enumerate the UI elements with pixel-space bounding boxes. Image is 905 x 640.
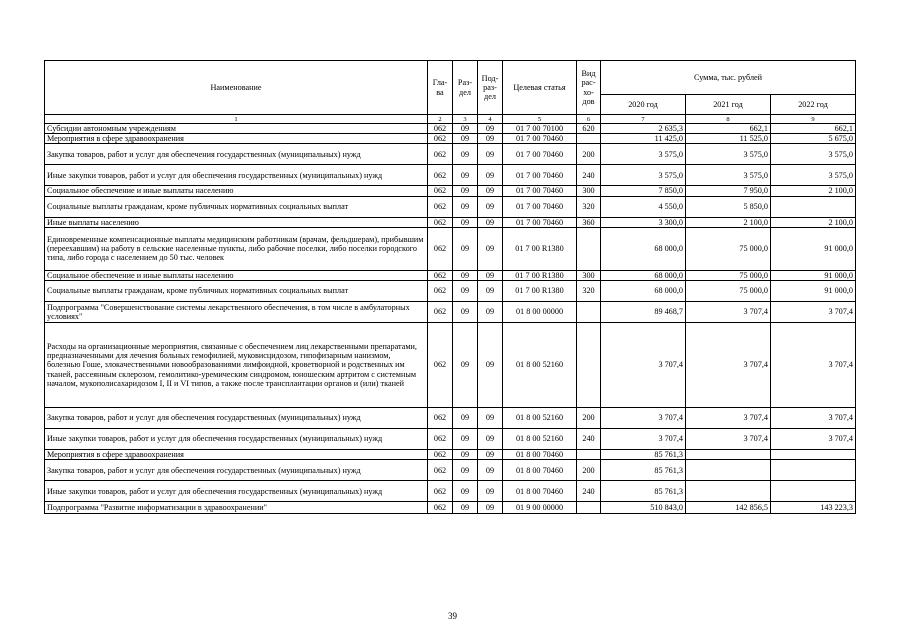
cell-y2020: 3 575,0	[601, 165, 686, 186]
cell-y2022: 3 707,4	[771, 408, 856, 429]
column-number: 6	[577, 115, 601, 124]
cell-vr: 200	[577, 408, 601, 429]
cell-vr: 200	[577, 460, 601, 481]
cell-y2022: 3 707,4	[771, 323, 856, 408]
cell-podrazdel: 09	[478, 429, 503, 450]
header-year-2022: 2022 год	[771, 95, 856, 115]
cell-y2021: 3 575,0	[686, 165, 771, 186]
cell-y2022: 662,1	[771, 124, 856, 134]
cell-y2020: 4 550,0	[601, 196, 686, 217]
cell-name: Социальные выплаты гражданам, кроме публичных нормативных социальных выплат	[45, 196, 428, 217]
cell-glava: 062	[428, 227, 453, 270]
cell-name: Иные закупки товаров, работ и услуг для обеспечения государственных (муниципальных) нужд	[45, 429, 428, 450]
cell-y2021: 7 950,0	[686, 186, 771, 196]
cell-razdel: 09	[453, 144, 478, 165]
cell-razdel: 09	[453, 124, 478, 134]
header-year-2020: 2020 год	[601, 95, 686, 115]
cell-glava: 062	[428, 144, 453, 165]
cell-podrazdel: 09	[478, 460, 503, 481]
cell-razdel: 09	[453, 450, 478, 460]
column-number: 5	[503, 115, 577, 124]
cell-glava: 062	[428, 281, 453, 302]
cell-cs: 01 7 00 70460	[503, 144, 577, 165]
cell-cs: 01 7 00 70460	[503, 217, 577, 227]
cell-podrazdel: 09	[478, 217, 503, 227]
cell-y2022: 91 000,0	[771, 281, 856, 302]
cell-y2022	[771, 481, 856, 502]
cell-y2020: 68 000,0	[601, 281, 686, 302]
table-row	[45, 227, 856, 270]
cell-vr: 300	[577, 270, 601, 280]
cell-y2022: 91 000,0	[771, 270, 856, 280]
cell-cs: 01 8 00 52160	[503, 408, 577, 429]
header-target-article: Целевая статья	[503, 61, 577, 115]
cell-y2021: 3 707,4	[686, 429, 771, 450]
cell-name: Субсидии автономным учреждениям	[45, 124, 428, 134]
cell-y2021: 75 000,0	[686, 227, 771, 270]
cell-y2020: 3 300,0	[601, 217, 686, 227]
column-number: 7	[601, 115, 686, 124]
cell-cs: 01 7 00 70460	[503, 165, 577, 186]
cell-y2022: 3 575,0	[771, 165, 856, 186]
column-number: 1	[45, 115, 428, 124]
cell-cs: 01 8 00 52160	[503, 429, 577, 450]
cell-podrazdel: 09	[478, 408, 503, 429]
cell-y2021: 75 000,0	[686, 270, 771, 280]
cell-vr: 200	[577, 144, 601, 165]
cell-podrazdel: 09	[478, 124, 503, 134]
cell-name: Подпрограмма "Совершенствование системы лекарственного обеспечения, в том числе в амбулаторных условиях"	[45, 302, 428, 323]
cell-y2021: 3 575,0	[686, 144, 771, 165]
cell-name: Социальное обеспечение и иные выплаты населению	[45, 186, 428, 196]
header-razdel: Раз-дел	[453, 61, 478, 115]
table-row	[45, 481, 856, 502]
cell-razdel: 09	[453, 196, 478, 217]
cell-cs: 01 8 00 00000	[503, 302, 577, 323]
cell-vr: 240	[577, 165, 601, 186]
cell-cs: 01 8 00 70460	[503, 450, 577, 460]
column-number: 9	[771, 115, 856, 124]
cell-vr: 360	[577, 217, 601, 227]
cell-razdel: 09	[453, 408, 478, 429]
cell-y2021: 5 850,0	[686, 196, 771, 217]
cell-glava: 062	[428, 502, 453, 514]
cell-vr	[577, 502, 601, 514]
cell-glava: 062	[428, 450, 453, 460]
table-row	[45, 186, 856, 196]
table-row	[45, 408, 856, 429]
cell-vr	[577, 227, 601, 270]
cell-y2021: 142 856,5	[686, 502, 771, 514]
header-year-2021: 2021 год	[686, 95, 771, 115]
cell-glava: 062	[428, 124, 453, 134]
table-row	[45, 281, 856, 302]
cell-y2022: 3 707,4	[771, 429, 856, 450]
table-row	[45, 450, 856, 460]
cell-name: Подпрограмма "Развитие информатизации в здравоохранении"	[45, 502, 428, 514]
cell-podrazdel: 09	[478, 450, 503, 460]
table-row	[45, 460, 856, 481]
cell-name: Социальное обеспечение и иные выплаты населению	[45, 270, 428, 280]
cell-y2021: 662,1	[686, 124, 771, 134]
cell-y2021	[686, 460, 771, 481]
column-numbers-row	[45, 115, 856, 124]
table-row	[45, 302, 856, 323]
table-row	[45, 124, 856, 134]
cell-podrazdel: 09	[478, 270, 503, 280]
cell-glava: 062	[428, 323, 453, 408]
cell-y2022: 2 100,0	[771, 186, 856, 196]
cell-y2021: 3 707,4	[686, 302, 771, 323]
cell-y2021: 75 000,0	[686, 281, 771, 302]
cell-glava: 062	[428, 217, 453, 227]
cell-glava: 062	[428, 429, 453, 450]
column-number: 3	[453, 115, 478, 124]
cell-vr: 320	[577, 196, 601, 217]
cell-y2020: 85 761,3	[601, 460, 686, 481]
cell-cs: 01 8 00 52160	[503, 323, 577, 408]
cell-podrazdel: 09	[478, 481, 503, 502]
cell-razdel: 09	[453, 134, 478, 144]
cell-y2020: 11 425,0	[601, 134, 686, 144]
cell-name: Расходы на организационные мероприятия, связанные с обеспечением лиц лекарственными препаратами, предназначенными для лечения больных гемофилией, муковисцидозом, гипофизарным нанизмом, болезнью Гоше, злокачественными новообразованиями лимфоидной, кроветворной и родственных им тканей, рассеянным склерозом, гемолитико-уремическим синдромом, юношеским артритом с системным началом, мукополисахаридозом I, II и VI типов, а также после трансплантации органов и (или) тканей	[45, 323, 428, 408]
cell-glava: 062	[428, 196, 453, 217]
table-row	[45, 323, 856, 408]
cell-glava: 062	[428, 134, 453, 144]
cell-podrazdel: 09	[478, 144, 503, 165]
cell-y2022: 143 223,3	[771, 502, 856, 514]
cell-y2020: 3 707,4	[601, 323, 686, 408]
cell-podrazdel: 09	[478, 227, 503, 270]
cell-podrazdel: 09	[478, 502, 503, 514]
table-row	[45, 502, 856, 514]
cell-y2020: 510 843,0	[601, 502, 686, 514]
cell-vr: 240	[577, 429, 601, 450]
cell-cs: 01 7 00 R1380	[503, 227, 577, 270]
cell-glava: 062	[428, 270, 453, 280]
cell-razdel: 09	[453, 270, 478, 280]
cell-cs: 01 8 00 70460	[503, 460, 577, 481]
table-row	[45, 196, 856, 217]
cell-y2020: 89 468,7	[601, 302, 686, 323]
cell-razdel: 09	[453, 186, 478, 196]
cell-y2020: 68 000,0	[601, 270, 686, 280]
cell-podrazdel: 09	[478, 323, 503, 408]
cell-y2020: 3 575,0	[601, 144, 686, 165]
cell-vr	[577, 450, 601, 460]
cell-y2021	[686, 481, 771, 502]
cell-vr: 620	[577, 124, 601, 134]
cell-podrazdel: 09	[478, 134, 503, 144]
cell-name: Закупка товаров, работ и услуг для обеспечения государственных (муниципальных) нужд	[45, 408, 428, 429]
cell-y2020: 68 000,0	[601, 227, 686, 270]
cell-y2020: 85 761,3	[601, 481, 686, 502]
cell-name: Социальные выплаты гражданам, кроме публичных нормативных социальных выплат	[45, 281, 428, 302]
cell-name: Закупка товаров, работ и услуг для обеспечения государственных (муниципальных) нужд	[45, 460, 428, 481]
header-name: Наименование	[45, 61, 428, 115]
budget-table	[44, 60, 856, 514]
cell-name: Закупка товаров, работ и услуг для обеспечения государственных (муниципальных) нужд	[45, 144, 428, 165]
cell-razdel: 09	[453, 429, 478, 450]
cell-name: Иные закупки товаров, работ и услуг для обеспечения государственных (муниципальных) нужд	[45, 165, 428, 186]
cell-y2021: 3 707,4	[686, 323, 771, 408]
cell-razdel: 09	[453, 481, 478, 502]
cell-glava: 062	[428, 481, 453, 502]
page-number: 39	[448, 611, 457, 621]
cell-name: Мероприятия в сфере здравоохранения	[45, 134, 428, 144]
cell-glava: 062	[428, 186, 453, 196]
cell-cs: 01 8 00 70460	[503, 481, 577, 502]
cell-y2022: 2 100,0	[771, 217, 856, 227]
cell-y2021: 2 100,0	[686, 217, 771, 227]
cell-glava: 062	[428, 460, 453, 481]
cell-razdel: 09	[453, 502, 478, 514]
cell-vr: 320	[577, 281, 601, 302]
cell-razdel: 09	[453, 302, 478, 323]
cell-vr: 240	[577, 481, 601, 502]
cell-podrazdel: 09	[478, 196, 503, 217]
table-row	[45, 429, 856, 450]
cell-podrazdel: 09	[478, 165, 503, 186]
cell-y2020: 3 707,4	[601, 408, 686, 429]
cell-razdel: 09	[453, 227, 478, 270]
cell-podrazdel: 09	[478, 281, 503, 302]
cell-y2020: 85 761,3	[601, 450, 686, 460]
column-number: 8	[686, 115, 771, 124]
column-number: 2	[428, 115, 453, 124]
cell-podrazdel: 09	[478, 186, 503, 196]
cell-razdel: 09	[453, 460, 478, 481]
cell-cs: 01 7 00 70460	[503, 134, 577, 144]
cell-name: Иные выплаты населению	[45, 217, 428, 227]
cell-y2022: 3 707,4	[771, 302, 856, 323]
table-row	[45, 165, 856, 186]
cell-y2022: 91 000,0	[771, 227, 856, 270]
table-row	[45, 134, 856, 144]
cell-cs: 01 7 00 70460	[503, 196, 577, 217]
header-sum: Сумма, тыс. рублей	[601, 61, 856, 95]
cell-y2021: 3 707,4	[686, 408, 771, 429]
cell-cs: 01 7 00 70100	[503, 124, 577, 134]
header-podrazdel: Под-раз-дел	[478, 61, 503, 115]
cell-glava: 062	[428, 302, 453, 323]
cell-y2022	[771, 450, 856, 460]
cell-cs: 01 7 00 70460	[503, 186, 577, 196]
header-glava: Гла-ва	[428, 61, 453, 115]
table-row	[45, 144, 856, 165]
column-number: 4	[478, 115, 503, 124]
cell-y2022	[771, 196, 856, 217]
cell-razdel: 09	[453, 323, 478, 408]
cell-glava: 062	[428, 165, 453, 186]
cell-y2021: 11 525,0	[686, 134, 771, 144]
cell-y2020: 2 635,3	[601, 124, 686, 134]
table-row	[45, 270, 856, 280]
cell-razdel: 09	[453, 217, 478, 227]
cell-razdel: 09	[453, 165, 478, 186]
cell-razdel: 09	[453, 281, 478, 302]
cell-cs: 01 7 00 R1380	[503, 270, 577, 280]
cell-vr	[577, 302, 601, 323]
cell-y2022: 3 575,0	[771, 144, 856, 165]
cell-name: Мероприятия в сфере здравоохранения	[45, 450, 428, 460]
cell-y2020: 7 850,0	[601, 186, 686, 196]
cell-vr	[577, 134, 601, 144]
cell-cs: 01 9 00 00000	[503, 502, 577, 514]
cell-y2022: 5 675,0	[771, 134, 856, 144]
cell-podrazdel: 09	[478, 302, 503, 323]
cell-vr: 300	[577, 186, 601, 196]
table-row	[45, 217, 856, 227]
cell-y2020: 3 707,4	[601, 429, 686, 450]
header-expense-type: Вид рас-хо-дов	[577, 61, 601, 115]
cell-y2021	[686, 450, 771, 460]
cell-name: Единовременные компенсационные выплаты медицинским работникам (врачам, фельдшерам), прибывшим (переехавшим) на работу в сельские населенные пункты, либо рабочие поселки, либо поселки городского типа, либо города с населением до 50 тыс. человек	[45, 227, 428, 270]
cell-cs: 01 7 00 R1380	[503, 281, 577, 302]
cell-y2022	[771, 460, 856, 481]
cell-glava: 062	[428, 408, 453, 429]
cell-vr	[577, 323, 601, 408]
cell-name: Иные закупки товаров, работ и услуг для обеспечения государственных (муниципальных) нужд	[45, 481, 428, 502]
